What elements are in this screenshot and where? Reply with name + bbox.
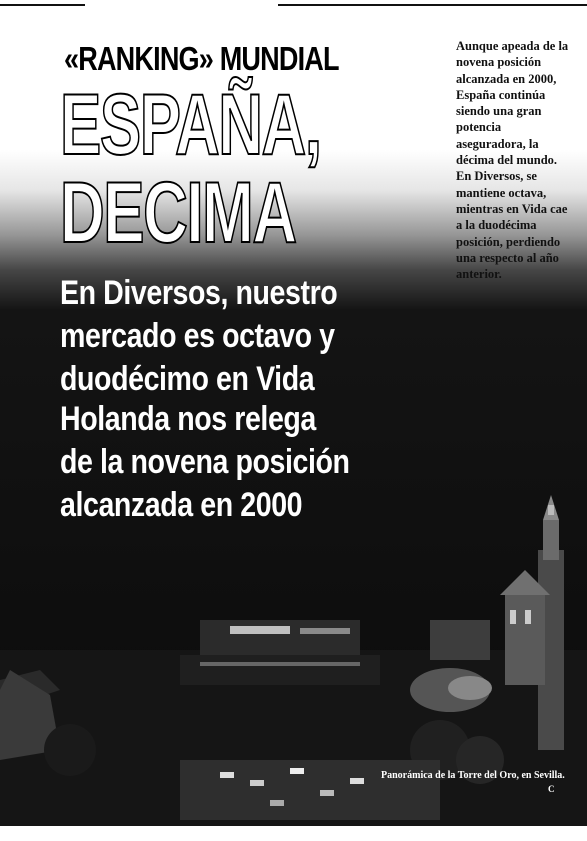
headline-line-1: ESPAÑA, (60, 77, 321, 173)
lede-paragraph (456, 38, 582, 282)
lede-line: potencia (456, 120, 502, 135)
top-rule-left (0, 4, 85, 6)
lede-line: anterior. (456, 267, 502, 282)
lede-line: siendo una gran (456, 104, 542, 119)
subhead-first-line: mercado es octavo y (60, 317, 335, 355)
subhead-first-line: En Diversos, nuestro (60, 274, 338, 312)
lede-line: a la duodécima (456, 218, 537, 233)
lede-line: novena posición (456, 55, 542, 70)
lede-line: posición, perdiendo (456, 234, 561, 249)
subhead-first (60, 272, 337, 401)
lede-line: décima del mundo. (456, 153, 558, 168)
subhead-second (60, 398, 350, 527)
top-rule-right (278, 4, 587, 6)
subhead-second-line: alcanzada en 2000 (60, 486, 303, 524)
subhead-second-line: Holanda nos relega (60, 400, 316, 438)
headline-line-2: DECIMA (60, 165, 296, 261)
lede-line: mantiene octava, (456, 185, 547, 200)
lede-line: una respecto al año (456, 250, 559, 265)
lede-line: alcanzada en 2000, (456, 71, 557, 86)
photo-caption: Panorámica de la Torre del Oro, en Sevilla. (381, 770, 565, 781)
lede-line: aseguradora, la (456, 136, 539, 151)
lede-line: Aunque apeada de la (456, 39, 569, 53)
subhead-first-line: duodécimo en Vida (60, 360, 315, 398)
lede-line: En Diversos, se (456, 169, 537, 184)
section-kicker: «RANKING» MUNDIAL (64, 40, 339, 77)
lede-line: España continúa (456, 87, 546, 102)
photo-folio: C (548, 784, 555, 794)
subhead-second-line: de la novena posición (60, 443, 350, 481)
lede-line: mientras en Vida cae (456, 201, 568, 216)
